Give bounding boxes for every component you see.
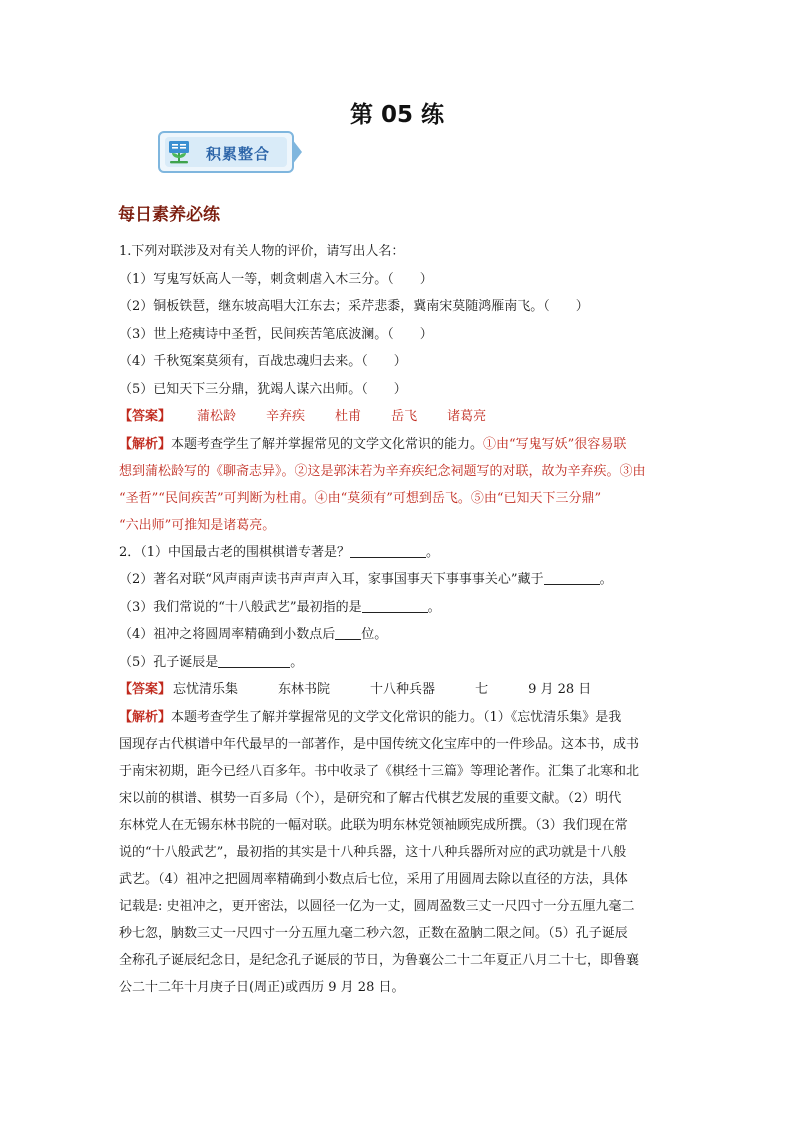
q1-answer-3: 杜甫 bbox=[335, 409, 362, 424]
q1-answer-4: 岳飞 bbox=[391, 409, 418, 424]
q2-analysis-line-11: 公二十二年十月庚子日(周正)或西历 9 月 28 日。 bbox=[119, 979, 405, 995]
q2-answer-4: 七 bbox=[475, 682, 489, 697]
q2-item-5-text: （5）孔子诞辰是 bbox=[119, 654, 219, 670]
q2-item-1 bbox=[119, 539, 679, 567]
q2-answer-row bbox=[119, 676, 679, 704]
q1-answer-1: 蒲松龄 bbox=[197, 409, 237, 424]
answer-blank bbox=[335, 625, 361, 640]
q2-analysis-line-9: 秒七忽，朒数三丈一尺四寸一分五厘九毫二秒六忽，正数在盈朒二限之间。（5）孔子诞辰 bbox=[119, 925, 628, 941]
q2-answer-3: 十八种兵器 bbox=[370, 682, 436, 697]
answer-tag: 【答案】 bbox=[119, 682, 172, 697]
badge-label: 积累整合 bbox=[206, 145, 271, 163]
page-title: 第 05 练 bbox=[349, 102, 445, 128]
q1-stem: 1.下列对联涉及对有关人物的评价，请写出人名： bbox=[119, 244, 405, 259]
answer-blank bbox=[350, 543, 426, 558]
q2-answer-5: 9 月 28 日 bbox=[528, 682, 592, 697]
q1-item-5: （5）已知天下三分鼎，犹竭人谋六出师。（ ） bbox=[119, 381, 407, 397]
q2-item-5 bbox=[119, 649, 679, 677]
q1-analysis-line-4: “六出师”可推知是诸葛亮。 bbox=[119, 517, 276, 533]
q2-analysis-line-2: 国现存古代棋谱中年代最早的一部著作，是中国传统文化宝库中的一件珍品。这本书，成书 bbox=[119, 736, 640, 752]
q1-answer-2: 辛弃疾 bbox=[266, 409, 306, 424]
q2-analysis-line-8: 记载是: 史祖冲之，更开密法，以圆径一亿为一丈，圆周盈数三丈一尺四寸一分五厘九毫二 bbox=[119, 898, 635, 914]
section-badge bbox=[158, 131, 294, 173]
book-plant-icon bbox=[166, 139, 192, 165]
q1-analysis-line-2: 想到蒲松龄写的《聊斋志异》。②这是郭沫若为辛弃疾纪念祠题写的对联，故为辛弃疾。③由 bbox=[119, 463, 646, 479]
q2-item-2-text: （2）著名对联“风声雨声读书声声声入耳，家事国事天下事事事关心”藏于 bbox=[119, 572, 544, 587]
exercise-content bbox=[119, 238, 679, 1001]
q2-item-4 bbox=[119, 621, 679, 649]
q1-analysis-text: 本题考查学生了解并掌握常见的文学文化常识的能力。 bbox=[171, 436, 484, 452]
q1-item-3: （3）世上疮痍诗中圣哲，民间疾苦笔底波澜。（ ） bbox=[119, 326, 433, 342]
q1-item-1: （1）写鬼写妖高人一等，刺贪刺虐入木三分。（ ） bbox=[119, 271, 433, 287]
q1-item-4: （4）千秋冤案莫须有，百战忠魂归去来。（ ） bbox=[119, 354, 407, 369]
q1-analysis-line-1 bbox=[119, 431, 679, 458]
q2-item-1-text: 2．（1）中国最古老的围棋棋谱专著是？ bbox=[119, 544, 351, 560]
q1-analysis-line-3: “圣哲”“民间疾苦”可判断为杜甫。④由“莫须有”可想到岳飞。⑤由“已知天下三分鼎” bbox=[119, 490, 602, 506]
q2-analysis-line-5: 东林党人在无锡东林书院的一幅对联。此联为明东林党领袖顾宪成所撰。（3）我们现在常 bbox=[119, 817, 628, 833]
section-heading: 每日素养必练 bbox=[118, 205, 220, 225]
q1-analysis bbox=[119, 431, 679, 539]
badge-tail-arrow bbox=[292, 139, 302, 165]
q2-item-2-end: 。 bbox=[599, 572, 613, 587]
q2-item-3-end: 。 bbox=[427, 599, 441, 615]
q2-analysis-line-4: 宋以前的棋谱、棋势一百多局（个），是研究和了解古代棋艺发展的重要文献。（2）明代 bbox=[119, 790, 622, 806]
q2-item-3-text: （3）我们常说的“十八般武艺”最初指的是 bbox=[119, 599, 362, 615]
answer-blank bbox=[218, 653, 290, 668]
q2-analysis-line-3: 于南宋初期，距今已经八百多年。书中收录了《棋经十三篇》等理论著作。汇集了北寒和北 bbox=[119, 763, 640, 779]
q2-item-3 bbox=[119, 594, 679, 622]
answer-blank bbox=[544, 570, 600, 585]
q2-analysis-line-1 bbox=[119, 704, 679, 731]
q2-item-1-end: 。 bbox=[426, 544, 440, 560]
analysis-tag: 【解析】 bbox=[119, 709, 172, 725]
q2-item-4-end: 位。 bbox=[361, 627, 388, 642]
q1-item-2: （2）铜板铁琶，继东坡高唱大江东去；采芹悲黍，冀南宋莫随鸿雁南飞。（ ） bbox=[119, 299, 589, 314]
q2-analysis-line-6: 说的“十八般武艺”，最初指的其实是十八种兵器，这十八种兵器所对应的武功就是十八般 bbox=[119, 844, 627, 860]
q1-answer-5: 诸葛亮 bbox=[447, 409, 487, 424]
q2-analysis-line-7: 武艺。（4）祖冲之把圆周率精确到小数点后七位，采用了用圆周去除以直径的方法，具体 bbox=[119, 871, 628, 887]
q2-answer-1: 忘忧清乐集 bbox=[173, 682, 239, 697]
q2-analysis-line-10: 全称孔子诞辰纪念日，是纪念孔子诞辰的节日，为鲁襄公二十二年夏正八月二十七，即鲁襄 bbox=[119, 952, 640, 968]
analysis-tag: 【解析】 bbox=[119, 436, 172, 452]
q2-analysis bbox=[119, 704, 679, 1001]
q2-analysis-text: 本题考查学生了解并掌握常见的文学文化常识的能力。（1）《忘忧清乐集》是我 bbox=[171, 709, 622, 725]
q2-item-4-text: （4）祖冲之将圆周率精确到小数点后 bbox=[119, 627, 336, 642]
q1-analysis-red: ①由“写鬼写妖”很容易联 bbox=[483, 436, 627, 452]
answer-tag: 【答案】 bbox=[119, 409, 172, 424]
q1-answer-row bbox=[119, 403, 679, 431]
q2-answer-2: 东林书院 bbox=[278, 682, 331, 697]
q2-item-2 bbox=[119, 566, 679, 594]
q2-item-5-end: 。 bbox=[290, 654, 304, 670]
answer-blank bbox=[362, 598, 428, 613]
